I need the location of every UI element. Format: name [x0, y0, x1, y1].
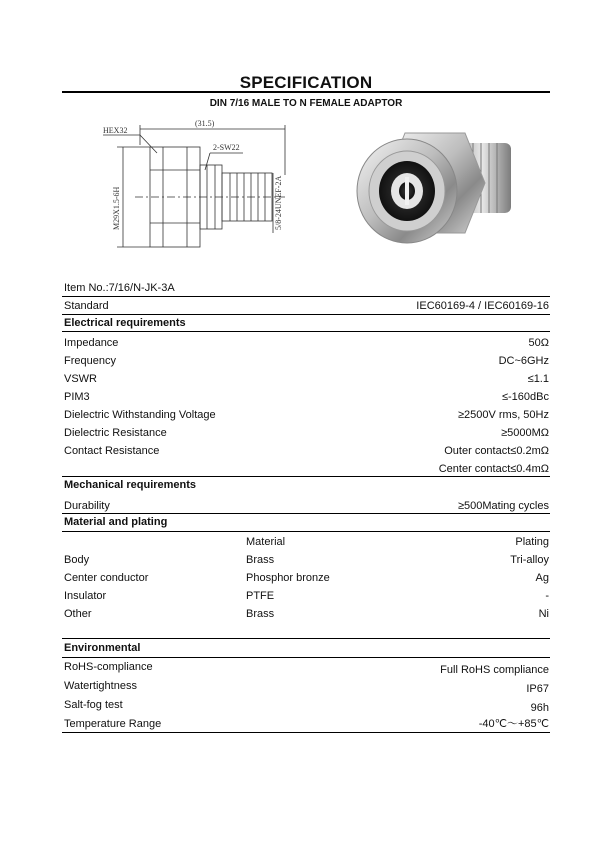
material-heading	[64, 514, 549, 531]
material-row	[64, 606, 549, 623]
mechanical-heading-text: Mechanical requirements	[64, 479, 197, 491]
material-column-header: Material	[246, 536, 286, 548]
spec-value: Outer contact≤0.2mΩ	[444, 445, 549, 457]
environmental-heading-text: Environmental	[64, 642, 141, 654]
material-name: Phosphor bronze	[246, 572, 330, 584]
right-thread-label: 5/8-24UNEF-2A	[274, 175, 283, 230]
page-subtitle: DIN 7/16 MALE TO N FEMALE ADAPTOR	[209, 98, 403, 109]
spec-row	[64, 353, 549, 370]
spec-label: Contact Resistance	[64, 445, 160, 457]
material-row	[64, 588, 549, 605]
rule	[62, 657, 550, 658]
spec-value: ≤1.1	[527, 373, 549, 385]
sw-label: 2-SW22	[213, 143, 240, 152]
item-number: Item No.:7/16/N-JK-3A	[64, 282, 175, 294]
spec-label: RoHS-compliance	[64, 661, 153, 673]
material-column-headers	[64, 534, 549, 551]
plating-name: -	[545, 590, 549, 602]
rule	[62, 638, 550, 639]
spec-row	[64, 716, 549, 733]
spec-label: Watertightness	[64, 680, 137, 692]
hex-label: HEX32	[103, 126, 128, 135]
standard-label: Standard	[64, 300, 109, 312]
spec-row	[64, 335, 549, 352]
spec-row	[64, 678, 549, 695]
length-label: (31.5)	[195, 119, 215, 128]
environmental-heading	[64, 640, 549, 657]
spec-value: Full RoHS compliance	[440, 664, 549, 676]
material-name: Brass	[246, 554, 275, 566]
spec-label: Impedance	[64, 337, 119, 349]
spec-value: ≥500Mating cycles	[457, 500, 549, 512]
electrical-heading-text: Electrical requirements	[64, 317, 186, 329]
standard-row	[64, 298, 549, 315]
mechanical-heading	[64, 477, 549, 494]
standard-value: IEC60169-4 / IEC60169-16	[416, 300, 549, 312]
rule	[62, 531, 550, 532]
part-name: Other	[64, 608, 92, 620]
spec-value: Center contact≤0.4mΩ	[438, 463, 549, 475]
spec-label: PIM3	[64, 391, 90, 403]
part-name: Insulator	[64, 590, 107, 602]
item-number-row	[64, 280, 549, 297]
rule	[62, 296, 550, 297]
material-row	[64, 570, 549, 587]
spec-row	[64, 371, 549, 388]
rule	[62, 331, 550, 332]
spec-value: 50Ω	[528, 337, 549, 349]
product-photo	[345, 113, 525, 273]
spec-label: Dielectric Withstanding Voltage	[64, 409, 216, 421]
part-name: Body	[64, 554, 90, 566]
material-heading-text: Material and plating	[64, 516, 168, 528]
technical-drawing	[95, 115, 300, 265]
spec-value: ≥2500V rms, 50Hz	[457, 409, 549, 421]
left-thread-label: M29X1.5-6H	[112, 186, 121, 230]
spec-label: Frequency	[64, 355, 116, 367]
spec-label: Dielectric Resistance	[64, 427, 167, 439]
spec-row	[64, 407, 549, 424]
spec-label: Temperature Range	[64, 718, 162, 730]
spec-row	[64, 389, 549, 406]
material-name: Brass	[246, 608, 275, 620]
plating-name: Ni	[538, 608, 549, 620]
spec-value: 96h	[530, 702, 549, 714]
spec-value: DC~6GHz	[498, 355, 549, 367]
spec-value: ≤-160dBc	[501, 391, 549, 403]
part-name: Center conductor	[64, 572, 149, 584]
spec-value: IP67	[526, 683, 549, 695]
rule	[62, 732, 550, 733]
plating-name: Ag	[535, 572, 549, 584]
spec-label: Salt-fog test	[64, 699, 123, 711]
spec-label: Durability	[64, 500, 110, 512]
plating-name: Tri-alloy	[510, 554, 549, 566]
page-title: SPECIFICATION	[239, 73, 373, 92]
spec-value: ≥5000MΩ	[501, 427, 549, 439]
material-row	[64, 552, 549, 569]
electrical-heading	[64, 315, 549, 332]
material-name: PTFE	[246, 590, 275, 602]
plating-column-header: Plating	[515, 536, 549, 548]
spec-label: VSWR	[64, 373, 97, 385]
spec-value: -40℃～+85℃	[478, 718, 549, 730]
spec-row	[64, 697, 549, 714]
title-rule	[62, 91, 550, 93]
spec-row	[64, 425, 549, 442]
spec-row	[64, 659, 549, 676]
spec-row	[64, 443, 549, 460]
